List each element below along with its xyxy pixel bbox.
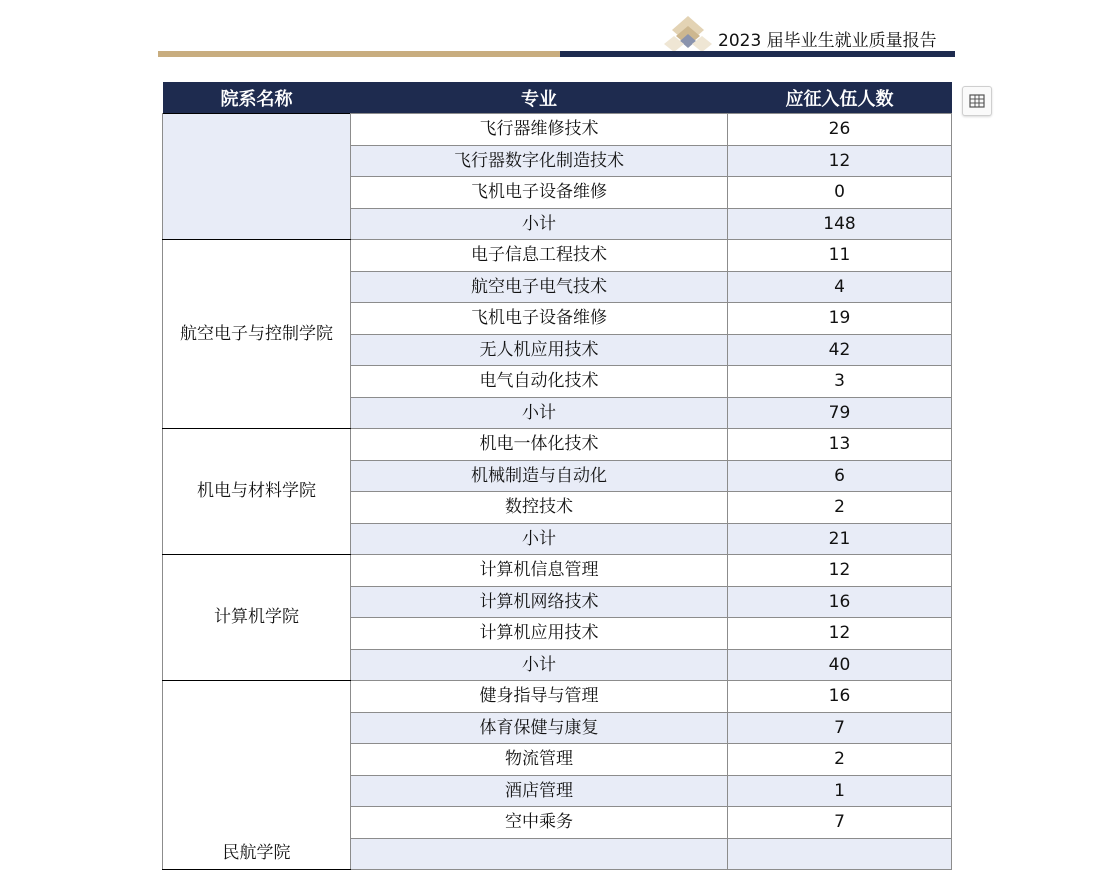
college-cell: [163, 114, 351, 240]
count-cell: 148: [728, 208, 952, 240]
diamond-logo-icon: [660, 14, 716, 56]
count-cell: 7: [728, 712, 952, 744]
table-row: [163, 681, 952, 713]
major-cell: 计算机应用技术: [351, 618, 728, 650]
table-header-row: [163, 82, 952, 114]
count-cell: 26: [728, 114, 952, 146]
major-cell: 无人机应用技术: [351, 334, 728, 366]
count-cell: 12: [728, 555, 952, 587]
major-cell: 数控技术: [351, 492, 728, 524]
count-cell: 2: [728, 492, 952, 524]
count-cell: 16: [728, 681, 952, 713]
major-cell: 飞行器维修技术: [351, 114, 728, 146]
major-cell: 机械制造与自动化: [351, 460, 728, 492]
enlistment-table: [162, 82, 952, 870]
major-cell: 小计: [351, 649, 728, 681]
count-cell: 2: [728, 744, 952, 776]
column-header-count: 应征入伍人数: [728, 82, 952, 114]
column-header-major: 专业: [351, 82, 728, 114]
major-cell: 电气自动化技术: [351, 366, 728, 398]
count-cell: 11: [728, 240, 952, 272]
count-cell: [728, 838, 952, 870]
college-cell: 航空电子与控制学院: [163, 240, 351, 429]
major-cell: 飞行器数字化制造技术: [351, 145, 728, 177]
count-cell: 0: [728, 177, 952, 209]
count-cell: 4: [728, 271, 952, 303]
count-cell: 21: [728, 523, 952, 555]
college-cell: 机电与材料学院: [163, 429, 351, 555]
table-row: [163, 240, 952, 272]
table-select-button[interactable]: [962, 86, 992, 116]
table-row: [163, 429, 952, 461]
major-cell: 飞机电子设备维修: [351, 177, 728, 209]
major-cell: 计算机网络技术: [351, 586, 728, 618]
count-cell: 6: [728, 460, 952, 492]
column-header-college: 院系名称: [163, 82, 351, 114]
count-cell: 16: [728, 586, 952, 618]
major-cell: 空中乘务: [351, 807, 728, 839]
count-cell: 13: [728, 429, 952, 461]
major-cell: 酒店管理: [351, 775, 728, 807]
major-cell: 小计: [351, 208, 728, 240]
table-row: [163, 555, 952, 587]
count-cell: 12: [728, 618, 952, 650]
table-select-icon: [968, 92, 986, 110]
count-cell: 7: [728, 807, 952, 839]
major-cell: [351, 838, 728, 870]
count-cell: 40: [728, 649, 952, 681]
count-cell: 42: [728, 334, 952, 366]
count-cell: 19: [728, 303, 952, 335]
major-cell: 物流管理: [351, 744, 728, 776]
major-cell: 机电一体化技术: [351, 429, 728, 461]
major-cell: 航空电子电气技术: [351, 271, 728, 303]
major-cell: 计算机信息管理: [351, 555, 728, 587]
count-cell: 79: [728, 397, 952, 429]
header-divider-navy: [560, 51, 955, 57]
major-cell: 电子信息工程技术: [351, 240, 728, 272]
major-cell: 小计: [351, 397, 728, 429]
count-cell: 1: [728, 775, 952, 807]
count-cell: 12: [728, 145, 952, 177]
enlistment-table-container: [162, 82, 951, 870]
college-cell: 计算机学院: [163, 555, 351, 681]
table-row: [163, 114, 952, 146]
header-divider-gold: [158, 51, 560, 57]
report-title: 2023 届毕业生就业质量报告: [718, 31, 937, 51]
college-cell: 民航学院: [163, 681, 351, 870]
major-cell: 小计: [351, 523, 728, 555]
major-cell: 飞机电子设备维修: [351, 303, 728, 335]
count-cell: 3: [728, 366, 952, 398]
major-cell: 体育保健与康复: [351, 712, 728, 744]
major-cell: 健身指导与管理: [351, 681, 728, 713]
